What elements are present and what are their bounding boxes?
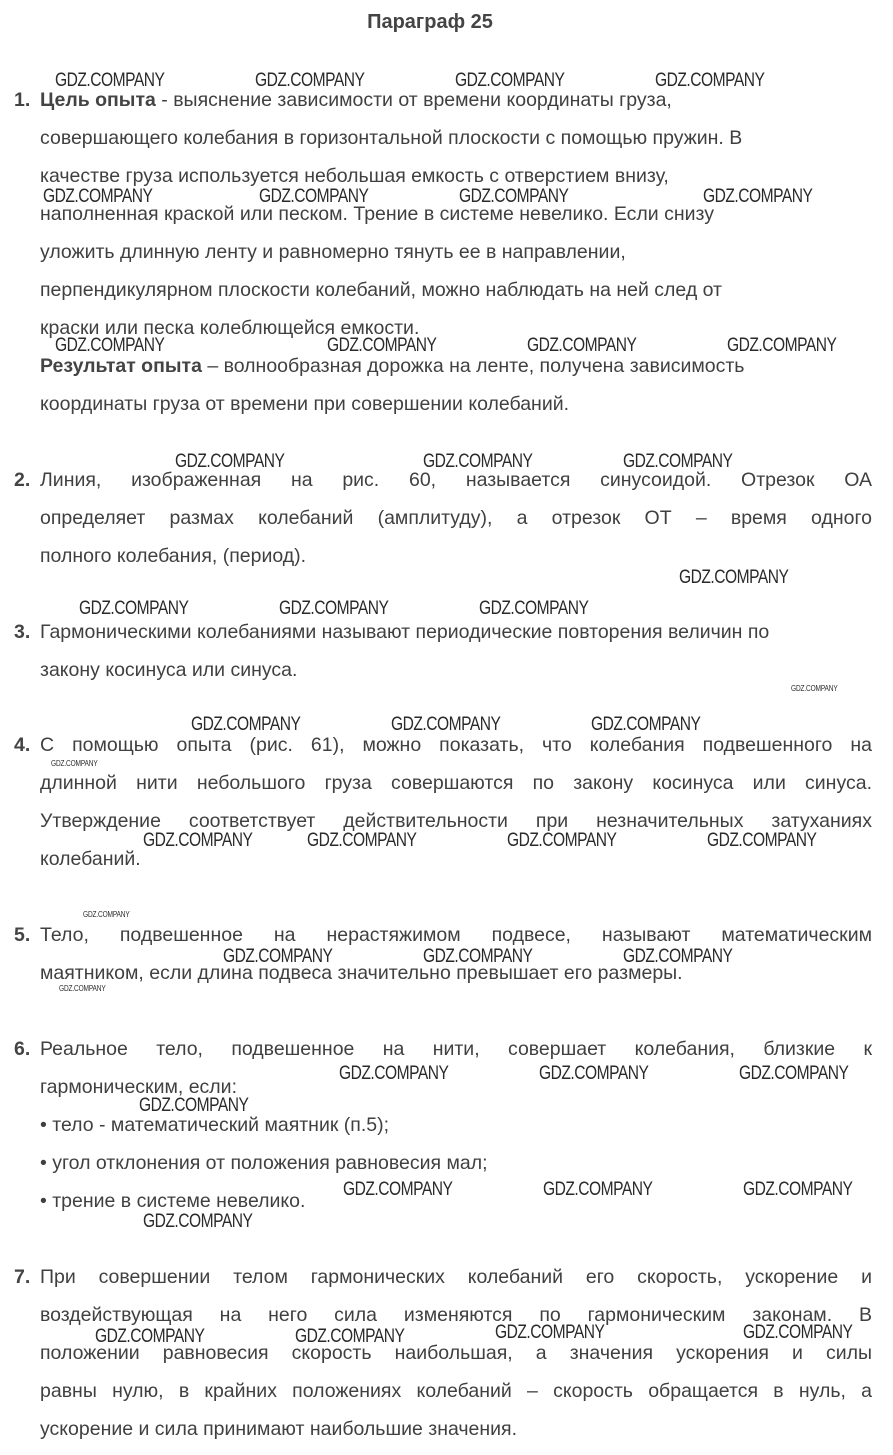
list-item-text <box>40 613 872 689</box>
line-text: • угол отклонения от положения равновесия мал; <box>40 1152 488 1174</box>
line-text: колебаний. <box>40 848 141 870</box>
line-text: определяет размах колебаний (амплитуду), а отрезок ОТ – время одного <box>40 507 872 529</box>
text-line <box>40 233 872 271</box>
list-item-text <box>40 1258 872 1448</box>
watermark-text: GDZ.COMPANY <box>59 984 106 993</box>
watermark-text: GDZ.COMPANY <box>83 910 130 919</box>
line-text: перпендикулярном плоскости колебаний, можно наблюдать на ней след от <box>40 279 722 301</box>
line-text: Реальное тело, подвешенное на нити, совершает колебания, близкие к <box>40 1038 872 1060</box>
watermark-text: GDZ.COMPANY <box>175 451 285 472</box>
watermark-text: GDZ.COMPANY <box>55 70 165 91</box>
watermark-text: GDZ.COMPANY <box>295 1326 405 1347</box>
line-text: - выяснение зависимости от времени координаты груза, <box>155 89 672 111</box>
line-text: уложить длинную ленту и равномерно тянуть ее в направлении, <box>40 241 626 263</box>
list-item-text <box>40 81 872 423</box>
text-line <box>40 499 872 537</box>
watermark-text: GDZ.COMPANY <box>143 1211 253 1232</box>
watermark-text: GDZ.COMPANY <box>339 1063 449 1084</box>
text-line <box>40 764 872 802</box>
watermark-text: GDZ.COMPANY <box>703 186 813 207</box>
line-text: краски или песка колеблющейся емкости. <box>40 317 420 339</box>
watermark-text: GDZ.COMPANY <box>739 1063 849 1084</box>
text-line <box>40 651 872 689</box>
line-text: координаты груза от времени при совершении колебаний. <box>40 393 570 415</box>
watermark-text: GDZ.COMPANY <box>343 1179 453 1200</box>
bold-term: Цель опыта <box>40 89 156 111</box>
line-text: маятником, если длина подвеса значительно превышает его размеры. <box>40 962 683 984</box>
watermark-text: GDZ.COMPANY <box>495 1322 605 1343</box>
list-item-text <box>40 726 872 878</box>
list-item-text <box>40 461 872 575</box>
watermark-text: GDZ.COMPANY <box>623 451 733 472</box>
watermark-text: GDZ.COMPANY <box>591 714 701 735</box>
line-text: воздействующая на него сила изменяются по гармоническим законам. В <box>40 1304 872 1326</box>
text-line <box>40 1258 872 1296</box>
line-text: закону косинуса или синуса. <box>40 659 298 681</box>
line-text: наполненная краской или песком. Трение в системе невелико. Если снизу <box>40 203 714 225</box>
text-line <box>40 1144 872 1182</box>
line-text: – волнообразная дорожка на ленте, получена зависимость <box>201 355 745 377</box>
watermark-text: GDZ.COMPANY <box>279 598 389 619</box>
watermark-text: GDZ.COMPANY <box>79 598 189 619</box>
watermark-text: GDZ.COMPANY <box>727 335 837 356</box>
bold-term: Результат опыта <box>40 355 202 377</box>
watermark-text: GDZ.COMPANY <box>679 567 789 588</box>
line-text: полного колебания, (период). <box>40 545 307 567</box>
line-text: • тело - математический маятник (п.5); <box>40 1114 390 1136</box>
line-text: Тело, подвешенное на нерастяжимом подвесе, называют математическим <box>40 924 872 946</box>
watermark-text: GDZ.COMPANY <box>459 186 569 207</box>
watermark-text: GDZ.COMPANY <box>255 70 365 91</box>
line-text: Гармоническими колебаниями называют периодические повторения величин по <box>40 621 770 643</box>
watermark-text: GDZ.COMPANY <box>423 946 533 967</box>
watermark-text: GDZ.COMPANY <box>43 186 153 207</box>
line-text: Линия, изображенная на рис. 60, называется синусоидой. Отрезок ОА <box>40 469 872 491</box>
text-line <box>40 1410 872 1448</box>
list-item-number: 6. <box>14 1038 31 1060</box>
watermark-text: GDZ.COMPANY <box>527 335 637 356</box>
watermark-text: GDZ.COMPANY <box>143 830 253 851</box>
watermark-text: GDZ.COMPANY <box>307 830 417 851</box>
watermark-text: GDZ.COMPANY <box>223 946 333 967</box>
watermark-text: GDZ.COMPANY <box>139 1095 249 1116</box>
list-item-number: 7. <box>14 1266 31 1288</box>
text-line <box>40 119 872 157</box>
watermark-text: GDZ.COMPANY <box>95 1326 205 1347</box>
line-text: равны нулю, в крайних положениях колебаний – скорость обращается в нуль, а <box>40 1380 872 1402</box>
watermark-text: GDZ.COMPANY <box>327 335 437 356</box>
watermark-text: GDZ.COMPANY <box>55 335 165 356</box>
watermark-text: GDZ.COMPANY <box>507 830 617 851</box>
line-text: • трение в системе невелико. <box>40 1190 306 1212</box>
watermark-text: GDZ.COMPANY <box>479 598 589 619</box>
line-text: длинной нити небольшого груза совершаются по закону косинуса или синуса. <box>40 772 872 794</box>
watermark-text: GDZ.COMPANY <box>623 946 733 967</box>
watermark-text: GDZ.COMPANY <box>543 1179 653 1200</box>
line-text: С помощью опыта (рис. 61), можно показать, что колебания подвешенного на <box>40 734 872 756</box>
text-line <box>40 1372 872 1410</box>
watermark-text: GDZ.COMPANY <box>539 1063 649 1084</box>
line-text: качестве груза используется небольшая емкость с отверстием внизу, <box>40 165 669 187</box>
line-text: Утверждение соответствует действительности при незначительных затуханиях <box>40 810 872 832</box>
watermark-text: GDZ.COMPANY <box>707 830 817 851</box>
line-text: совершающего колебания в горизонтальной плоскости с помощью пружин. В <box>40 127 743 149</box>
list-item-number: 3. <box>14 621 31 643</box>
list-item-number: 1. <box>14 89 31 111</box>
watermark-text: GDZ.COMPANY <box>455 70 565 91</box>
line-text: При совершении телом гармонических колебаний его скорость, ускорение и <box>40 1266 872 1288</box>
list-item-number: 2. <box>14 469 31 491</box>
watermark-text: GDZ.COMPANY <box>51 759 98 768</box>
line-text: ускорение и сила принимают наибольшие значения. <box>40 1418 518 1440</box>
watermark-text: GDZ.COMPANY <box>191 714 301 735</box>
page-title: Параграф 25 <box>367 11 493 33</box>
watermark-text: GDZ.COMPANY <box>423 451 533 472</box>
watermark-text: GDZ.COMPANY <box>391 714 501 735</box>
watermark-text: GDZ.COMPANY <box>655 70 765 91</box>
watermark-text: GDZ.COMPANY <box>259 186 369 207</box>
watermark-text: GDZ.COMPANY <box>743 1322 853 1343</box>
list-item-number: 5. <box>14 924 31 946</box>
text-line <box>40 271 872 309</box>
watermark-text: GDZ.COMPANY <box>743 1179 853 1200</box>
watermark-text: GDZ.COMPANY <box>791 684 838 693</box>
line-text: положении равновесия скорость наибольшая, а значения ускорения и силы <box>40 1342 872 1364</box>
line-text: гармоническим, если: <box>40 1076 237 1098</box>
text-line <box>40 385 872 423</box>
list-item-number: 4. <box>14 734 31 756</box>
